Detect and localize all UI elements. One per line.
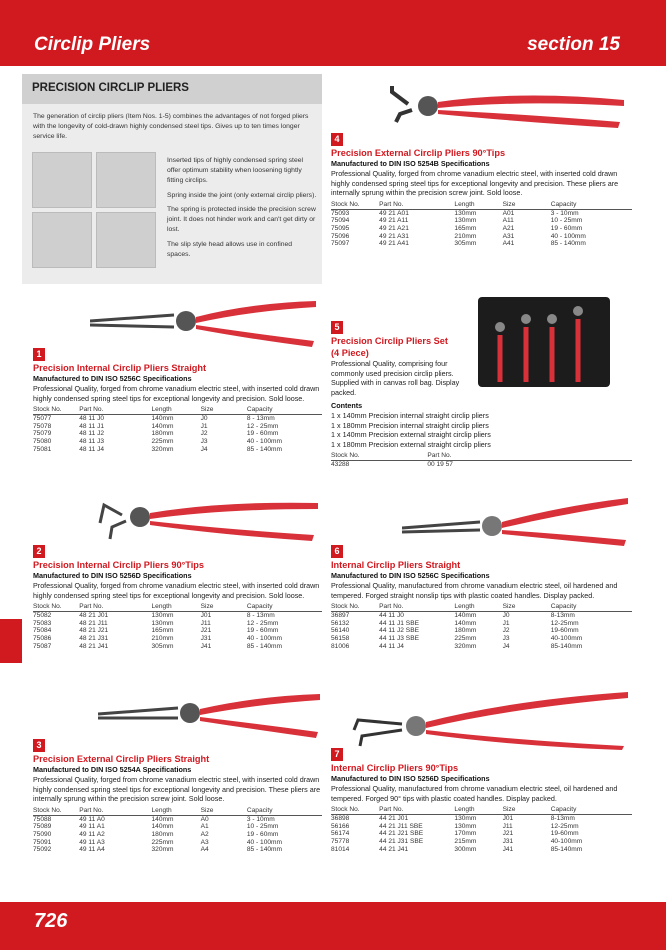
product-title: Precision Internal Circlip Pliers 90°Tips	[33, 560, 204, 570]
internal-90-plain-pliers-image	[352, 690, 632, 750]
table-cell: J01	[200, 612, 212, 620]
table-row	[33, 423, 322, 431]
table-cell: 225mm	[151, 838, 174, 846]
table-cell: 3 - 10mm	[246, 815, 275, 823]
table-cell: 44 21 J31 SBE	[379, 837, 424, 845]
column-header: Size	[201, 406, 247, 415]
intro-heading-bar	[22, 74, 322, 104]
column-header: Size	[201, 807, 247, 816]
table-row	[331, 627, 632, 635]
table-cell: 170mm	[454, 830, 477, 838]
table-cell: 19 - 60mm	[550, 224, 583, 232]
table-row	[331, 233, 632, 241]
column-header: Capacity	[551, 806, 632, 815]
product-title: Precision Internal Circlip Pliers Straight	[33, 363, 207, 373]
table-cell: 180mm	[151, 430, 174, 438]
table-cell: 75081	[33, 445, 52, 453]
column-header: Part No.	[379, 603, 454, 612]
product-description: Professional Quality, manufactured from chrome vanadium electric steel, oil hardened and tempered. Forged 90° tips with plastic coated handles. Display packed.	[331, 784, 618, 803]
intro-heading: PRECISION CIRCLIP PLIERS	[32, 82, 189, 94]
table-row	[331, 620, 632, 628]
table-row	[33, 415, 322, 423]
product-description: Professional Quality, forged from chrome vanadium electric steel, with inserted cold drawn highly condensed spring steel tips for exceptional longevity and precision. Sold loose.	[33, 384, 320, 403]
table-cell: J3	[502, 634, 510, 642]
table-cell: J01	[502, 815, 514, 823]
table-row	[33, 643, 322, 651]
table-cell: 225mm	[151, 437, 174, 445]
item-number-badge: 3	[33, 739, 45, 752]
section-label: section 15	[527, 34, 620, 55]
column-header: Capacity	[551, 603, 632, 612]
table-cell: 48 21 J31	[79, 634, 109, 642]
table-cell: 56158	[331, 634, 350, 642]
table-cell: 75094	[331, 217, 350, 225]
table-cell: 56132	[331, 619, 350, 627]
product-title-qty: (4 Piece)	[331, 348, 369, 358]
column-header: Stock No.	[33, 603, 79, 612]
table-cell: 49 21 A11	[379, 217, 409, 225]
table-cell: J4	[200, 445, 208, 453]
table-cell: 75092	[33, 846, 52, 854]
table-cell: 300mm	[454, 845, 477, 853]
table-row	[331, 225, 632, 233]
table-cell: 75090	[33, 830, 52, 838]
table-cell: A4	[200, 846, 209, 854]
table-cell: 48 21 J41	[79, 642, 109, 650]
column-header: Length	[151, 807, 200, 816]
intro-bullet: The spring is protected inside the precision screw joint. It does not hinder work and can't get dirty or lost.	[167, 206, 316, 234]
intro-bullets	[167, 156, 317, 265]
intro-bullet: Spring inside the joint (only external circlip pliers).	[167, 191, 317, 199]
table-row	[331, 209, 632, 217]
column-header: Stock No.	[33, 406, 79, 415]
table-row	[33, 846, 322, 854]
table-cell: 8-13mm	[550, 815, 575, 823]
column-header: Part No.	[79, 807, 151, 816]
table-row	[33, 446, 322, 454]
product-title: Internal Circlip Pliers Straight	[331, 560, 461, 570]
table-cell: J2	[502, 627, 510, 635]
table-cell: 305mm	[151, 642, 174, 650]
spec-table	[33, 603, 322, 650]
table-cell: 320mm	[151, 445, 174, 453]
table-cell: 75089	[33, 823, 52, 831]
table-cell: 225mm	[454, 634, 477, 642]
column-header: Stock No.	[331, 806, 379, 815]
product-description: Professional Quality, manufactured from chrome vanadium electric steel, oil hardened and tempered. Forged straight nonslip tips with plastic coated handles. Display packed.	[331, 581, 618, 600]
table-row	[331, 815, 632, 823]
column-header: Capacity	[551, 201, 632, 210]
table-cell: 12 - 25mm	[246, 619, 279, 627]
pliers-tip-photo	[96, 152, 156, 208]
table-cell: 40 - 100mm	[246, 634, 283, 642]
table-cell: 140mm	[151, 823, 174, 831]
table-cell: 56174	[331, 830, 350, 838]
column-header: Stock No.	[33, 807, 79, 816]
table-cell: 48 11 J1	[79, 422, 105, 430]
table-cell: A01	[502, 209, 515, 217]
product-5	[331, 317, 481, 397]
column-header: Capacity	[247, 406, 322, 415]
column-header: Size	[201, 603, 247, 612]
table-cell: 40-100mm	[550, 634, 583, 642]
external-90-pliers-image	[330, 84, 630, 134]
column-header: Part No.	[379, 201, 454, 210]
table-row	[33, 627, 322, 635]
table-cell: 3 - 10mm	[550, 209, 579, 217]
internal-straight-plain-pliers-image	[402, 496, 632, 546]
table-cell: 12 - 25mm	[246, 422, 279, 430]
table-cell: A41	[502, 240, 515, 248]
table-row	[33, 815, 322, 823]
table-row	[331, 612, 632, 620]
product-description: Professional Quality, forged from chrome vanadium electric steel, with inserted cold drawn highly condensed spring steel tips for exceptional longevity and precision. These pliers are internally sprung within the precision screw joint. Sold loose.	[33, 775, 321, 804]
product-standard: Manufactured to DIN ISO 5256D Specifications	[331, 774, 490, 783]
page-number: 726	[34, 910, 68, 932]
column-header: Size	[503, 806, 551, 815]
table-cell: J11	[200, 619, 211, 627]
table-cell: 48 11 J0	[79, 415, 105, 423]
table-cell: 49 11 A2	[79, 830, 105, 838]
table-cell: J3	[200, 437, 208, 445]
item-number-badge: 1	[33, 348, 45, 361]
contents-item: 1 x 140mm Precision external straight circlip pliers	[331, 430, 491, 440]
section-side-tab	[0, 619, 22, 663]
product-title: Precision External Circlip Pliers Straight	[33, 754, 210, 764]
table-cell: 75079	[33, 430, 52, 438]
table-cell: 75097	[331, 240, 350, 248]
column-header: Size	[503, 201, 551, 210]
table-cell: 44 21 J21 SBE	[379, 830, 424, 838]
table-cell: A31	[502, 232, 515, 240]
page-footer	[0, 902, 666, 950]
table-cell: 165mm	[454, 224, 477, 232]
table-row	[331, 240, 632, 248]
table-cell: 44 11 J1 SBE	[379, 619, 419, 627]
table-cell: 320mm	[454, 642, 477, 650]
product-description: Professional Quality, comprising four commonly used precision circlip pliers. Supplied with in canvas roll bag. Display packed.	[331, 359, 460, 397]
table-cell: A0	[200, 815, 209, 823]
table-row	[331, 846, 632, 854]
product-5-contents	[331, 401, 632, 469]
table-cell: 49 11 A0	[79, 815, 105, 823]
table-cell: 130mm	[151, 612, 174, 620]
table-row	[33, 612, 322, 620]
table-cell: 165mm	[151, 627, 174, 635]
table-cell: 85-140mm	[550, 642, 583, 650]
column-header: Capacity	[247, 807, 322, 816]
product-description: Professional Quality, forged from chrome vanadium electric steel, with inserted cold drawn highly condensed spring steel tips for exceptional longevity and precision. These pliers are internally sprung within the precision screw joint. Sold loose.	[331, 169, 619, 198]
table-cell: 49 21 A01	[379, 209, 409, 217]
circlip-detail-photo	[32, 152, 92, 208]
table-row	[331, 838, 632, 846]
product-4	[331, 129, 632, 248]
table-cell: 44 21 J41	[379, 845, 409, 853]
table-cell: 140mm	[151, 422, 174, 430]
product-2	[33, 541, 322, 650]
table-row	[33, 823, 322, 831]
table-cell: 56140	[331, 627, 350, 635]
contents-item: 1 x 140mm Precision internal straight circlip pliers	[331, 411, 489, 420]
table-cell: 36898	[331, 815, 350, 823]
spec-table	[33, 406, 322, 453]
table-row	[331, 830, 632, 838]
table-row	[33, 620, 322, 628]
spec-table	[331, 452, 632, 469]
table-cell: 130mm	[454, 815, 477, 823]
table-cell: 49 11 A4	[79, 846, 105, 854]
slim-head-photo	[96, 212, 156, 268]
table-cell: 44 21 J01	[379, 815, 409, 823]
table-cell: 75084	[33, 627, 52, 635]
canvas-roll-bag-image	[478, 297, 610, 387]
table-cell: A1	[200, 823, 209, 831]
table-cell: 8 - 13mm	[246, 415, 275, 423]
table-cell: 85 - 140mm	[550, 240, 586, 248]
table-cell: 305mm	[454, 240, 477, 248]
table-cell: 12-25mm	[550, 822, 579, 830]
column-header: Part No.	[379, 806, 454, 815]
table-cell: 19 - 60mm	[246, 430, 279, 438]
spring-joint-photo	[32, 212, 92, 268]
item-number-badge: 5	[331, 321, 343, 334]
table-cell: J4	[502, 642, 510, 650]
table-row	[33, 438, 322, 446]
table-cell: 44 11 J0	[379, 612, 404, 620]
product-1	[33, 344, 322, 453]
table-cell: 00 19 57	[427, 461, 453, 469]
table-cell: 10 - 25mm	[550, 217, 583, 225]
column-header: Length	[151, 406, 200, 415]
table-cell: 48 11 J4	[79, 445, 105, 453]
table-cell: 140mm	[454, 612, 477, 620]
table-cell: 75091	[33, 838, 52, 846]
product-standard: Manufactured to DIN ISO 5254A Specifications	[33, 765, 192, 774]
table-cell: 75093	[331, 209, 350, 217]
table-cell: 40 - 100mm	[246, 838, 283, 846]
page-header	[0, 0, 666, 66]
table-cell: 48 11 J3	[79, 437, 105, 445]
table-cell: 140mm	[454, 619, 477, 627]
table-cell: 19-60mm	[550, 830, 579, 838]
table-row	[33, 430, 322, 438]
column-header: Size	[503, 603, 551, 612]
table-cell: 49 21 A31	[379, 232, 409, 240]
table-cell: 19 - 60mm	[246, 830, 279, 838]
column-header: Length	[454, 201, 502, 210]
table-cell: 43288	[331, 461, 350, 469]
column-header: Stock No.	[331, 452, 427, 461]
table-row	[331, 635, 632, 643]
column-header: Part No.	[79, 603, 151, 612]
intro-bullet: Inserted tips of highly condensed spring steel offer optimum stability when loosening tightly fitting circlips.	[167, 157, 304, 184]
table-cell: A21	[502, 224, 515, 232]
table-cell: J41	[200, 642, 212, 650]
table-cell: 130mm	[151, 619, 174, 627]
table-cell: 44 21 J11 SBE	[379, 822, 423, 830]
table-cell: 8-13mm	[550, 612, 575, 620]
table-cell: 180mm	[151, 830, 174, 838]
table-cell: 75095	[331, 224, 350, 232]
column-header: Length	[454, 806, 502, 815]
column-header: Capacity	[247, 603, 322, 612]
table-cell: 320mm	[151, 846, 174, 854]
product-6	[331, 541, 632, 650]
table-cell: 49 21 A41	[379, 240, 409, 248]
internal-straight-pliers-image	[90, 297, 320, 347]
intro-text: The generation of circlip pliers (Item Nos. 1-5) combines the advantages of not forged pliers with the longevity of cold-drawn highly condensed steel tips. Gives up to ten times longer service life.	[33, 113, 309, 141]
table-cell: 140mm	[151, 815, 174, 823]
table-cell: J31	[200, 634, 212, 642]
table-cell: 210mm	[151, 634, 174, 642]
product-description: Professional Quality, forged from chrome vanadium electric steel, with inserted cold drawn highly condensed spring steel tips for exceptional longevity and precision. Sold loose.	[33, 581, 320, 600]
table-row	[33, 839, 322, 847]
table-cell: 75086	[33, 634, 52, 642]
column-header: Length	[454, 603, 502, 612]
table-cell: 85 - 140mm	[246, 445, 283, 453]
table-cell: 75078	[33, 422, 52, 430]
table-cell: J2	[200, 430, 208, 438]
table-cell: 10 - 25mm	[246, 823, 279, 831]
table-cell: 210mm	[454, 232, 477, 240]
column-header: Stock No.	[331, 201, 379, 210]
table-cell: 44 11 J4	[379, 642, 404, 650]
item-number-badge: 7	[331, 748, 343, 761]
table-cell: 44 11 J3 SBE	[379, 634, 419, 642]
contents-item: 1 x 180mm Precision external straight circlip pliers	[331, 439, 491, 449]
table-cell: A11	[502, 217, 514, 225]
table-cell: 44 11 J2 SBE	[379, 627, 419, 635]
table-cell: J41	[502, 845, 514, 853]
table-cell: 81014	[331, 845, 350, 853]
table-cell: 75088	[33, 815, 52, 823]
table-cell: J21	[502, 830, 514, 838]
product-title: Internal Circlip Pliers 90°Tips	[331, 763, 459, 773]
table-cell: 75083	[33, 619, 52, 627]
table-cell: 75082	[33, 612, 52, 620]
table-cell: J11	[502, 822, 513, 830]
table-row	[33, 831, 322, 839]
spec-table	[33, 807, 322, 854]
product-standard: Manufactured to DIN ISO 5256D Specifications	[33, 571, 192, 580]
column-header: Stock No.	[331, 603, 379, 612]
table-cell: 40-100mm	[550, 837, 583, 845]
table-row	[331, 217, 632, 225]
product-3	[33, 735, 322, 854]
table-row	[331, 643, 632, 651]
product-standard: Manufactured to DIN ISO 5256C Specifications	[33, 374, 192, 383]
table-cell: 36897	[331, 612, 350, 620]
product-standard: Manufactured to DIN ISO 5254B Specifications	[331, 159, 490, 168]
table-row	[33, 635, 322, 643]
column-header: Part No.	[427, 452, 632, 461]
table-cell: J21	[200, 627, 212, 635]
table-cell: 85 - 140mm	[246, 642, 283, 650]
product-title: Precision External Circlip Pliers 90°Tips	[331, 148, 506, 158]
table-cell: J0	[502, 612, 510, 620]
table-cell: 19 - 60mm	[246, 627, 279, 635]
table-cell: 81006	[331, 642, 350, 650]
table-cell: 49 21 A21	[379, 224, 409, 232]
table-cell: 130mm	[454, 209, 477, 217]
table-cell: 75778	[331, 837, 350, 845]
table-cell: 49 11 A3	[79, 838, 105, 846]
table-cell: 140mm	[151, 415, 174, 423]
contents-item: 1 x 180mm Precision internal straight circlip pliers	[331, 420, 489, 430]
intro-bullet: The slip style head allows use in confined spaces.	[167, 240, 293, 258]
table-cell: 48 21 J11	[79, 619, 108, 627]
table-cell: J1	[502, 619, 510, 627]
table-cell: 19-60mm	[550, 627, 579, 635]
table-cell: 215mm	[454, 837, 477, 845]
table-cell: J0	[200, 415, 208, 423]
table-cell: 40 - 100mm	[550, 232, 586, 240]
table-cell: 75087	[33, 642, 52, 650]
table-cell: 40 - 100mm	[246, 437, 283, 445]
table-cell: J1	[200, 422, 208, 430]
table-cell: 75080	[33, 437, 52, 445]
table-row	[331, 461, 632, 469]
table-cell: 180mm	[454, 627, 477, 635]
contents-label: Contents	[331, 401, 363, 410]
internal-90-pliers-image	[82, 495, 322, 545]
table-cell: 48 11 J2	[79, 430, 105, 438]
product-7	[331, 744, 632, 853]
item-number-badge: 4	[331, 133, 343, 146]
table-cell: J31	[502, 837, 514, 845]
table-cell: 130mm	[454, 822, 477, 830]
table-cell: 75077	[33, 415, 52, 423]
table-cell: 75096	[331, 232, 350, 240]
external-straight-pliers-image	[98, 688, 323, 738]
table-cell: 85 - 140mm	[246, 846, 283, 854]
table-cell: 130mm	[454, 217, 477, 225]
product-standard: Manufactured to DIN ISO 5256C Specifications	[331, 571, 490, 580]
table-cell: 48 21 J01	[79, 612, 109, 620]
table-cell: 85-140mm	[550, 845, 583, 853]
table-row	[331, 823, 632, 831]
spec-table	[331, 201, 632, 248]
spec-table	[331, 806, 632, 853]
table-cell: 48 21 J21	[79, 627, 109, 635]
table-cell: 12-25mm	[550, 619, 579, 627]
table-cell: 49 11 A1	[79, 823, 105, 831]
product-title: Precision Circlip Pliers Set	[331, 336, 448, 346]
page-title: Circlip Pliers	[34, 34, 151, 55]
table-cell: 8 - 13mm	[246, 612, 275, 620]
spec-table	[331, 603, 632, 650]
table-cell: A3	[200, 838, 209, 846]
column-header: Part No.	[79, 406, 151, 415]
table-cell: A2	[200, 830, 209, 838]
column-header: Length	[151, 603, 200, 612]
table-cell: 56166	[331, 822, 350, 830]
intro-panel	[22, 74, 322, 284]
item-number-badge: 2	[33, 545, 45, 558]
item-number-badge: 6	[331, 545, 343, 558]
